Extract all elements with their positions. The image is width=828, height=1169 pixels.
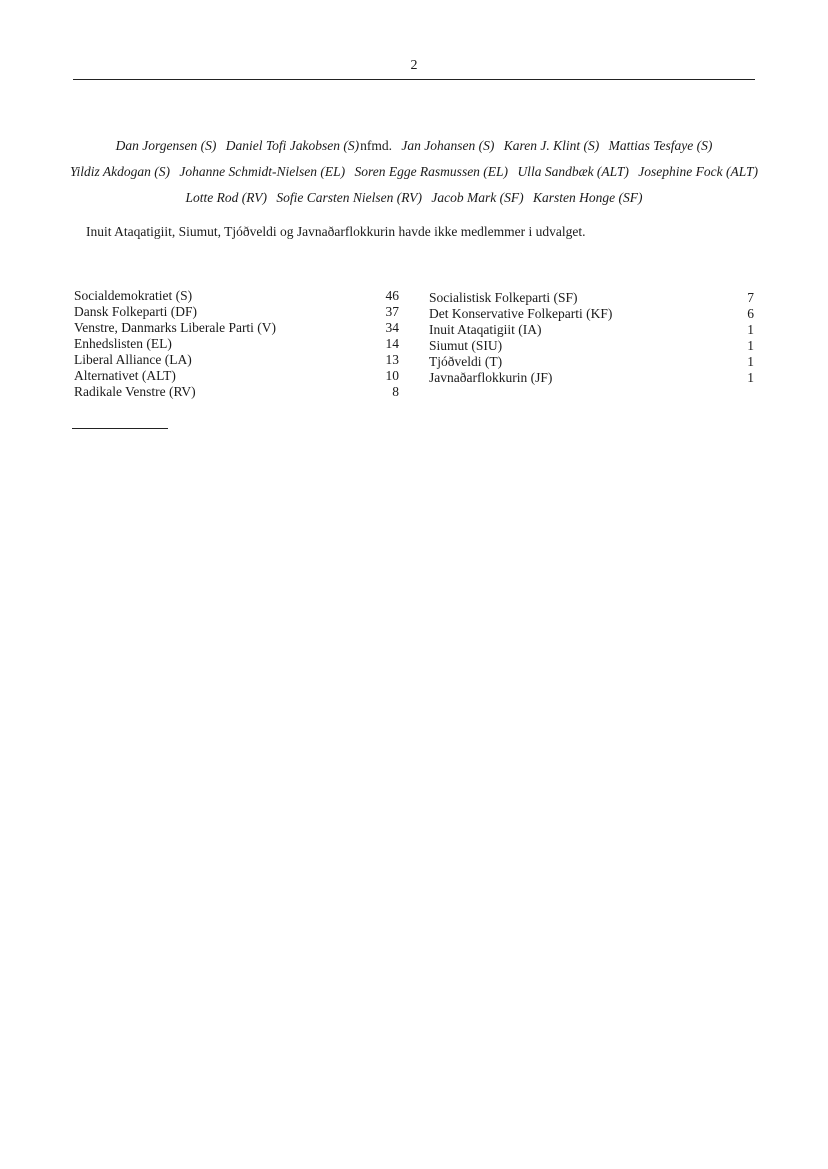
- party-name: Det Konservative Folkeparti (KF): [429, 306, 613, 321]
- party-seats: 10: [385, 368, 399, 383]
- party-name: Dansk Folkeparti (DF): [74, 304, 197, 319]
- party-seats: 7: [747, 290, 754, 305]
- members-line-2: [60, 164, 768, 180]
- party-seats: 1: [747, 338, 754, 353]
- party-name: Enhedslisten (EL): [74, 336, 172, 351]
- members-line-1: [60, 138, 768, 154]
- party-seats: 1: [747, 370, 754, 385]
- members-line-3: [60, 190, 768, 206]
- party-seats: 1: [747, 322, 754, 337]
- member-name: Mattias Tesfaye (S): [608, 138, 713, 153]
- party-name: Javnaðarflokkurin (JF): [429, 370, 553, 385]
- party-row: [74, 336, 399, 352]
- chair-suffix: nfmd.: [360, 138, 392, 153]
- header-rule: [73, 79, 755, 80]
- member-name: Karen J. Klint (S): [503, 138, 600, 153]
- party-row: [429, 290, 754, 306]
- party-row: [74, 304, 399, 320]
- party-row: [429, 370, 754, 386]
- member-name: Jan Johansen (S): [401, 138, 495, 153]
- party-seats: 8: [392, 384, 399, 399]
- member-name: Dan Jorgensen (S): [115, 138, 217, 153]
- party-row: [429, 322, 754, 338]
- party-seats: 34: [385, 320, 399, 335]
- member-name: Josephine Fock (ALT): [638, 164, 758, 179]
- member-name: Jacob Mark (SF): [431, 190, 524, 205]
- party-seats: 46: [385, 288, 399, 303]
- member-name: Ulla Sandbæk (ALT): [517, 164, 629, 179]
- page-number: 2: [410, 58, 418, 73]
- member-name: Daniel Tofi Jakobsen (S): [225, 138, 360, 153]
- party-name: Tjóðveldi (T): [429, 354, 503, 369]
- footnote-rule: [72, 428, 168, 429]
- member-name: Soren Egge Rasmussen (EL): [354, 164, 509, 179]
- party-row: [74, 320, 399, 336]
- member-name: Johanne Schmidt-Nielsen (EL): [179, 164, 346, 179]
- party-name: Socialdemokratiet (S): [74, 288, 193, 303]
- party-name: Inuit Ataqatigiit (IA): [429, 322, 542, 337]
- party-row: [74, 352, 399, 368]
- party-name: Radikale Venstre (RV): [74, 384, 196, 399]
- party-row: [429, 354, 754, 370]
- party-name: Socialistisk Folkeparti (SF): [429, 290, 578, 305]
- member-name: Sofie Carsten Nielsen (RV): [276, 190, 423, 205]
- party-row: [74, 288, 399, 304]
- party-name: Siumut (SIU): [429, 338, 503, 353]
- party-name: Venstre, Danmarks Liberale Parti (V): [74, 320, 277, 335]
- member-name: Yildiz Akdogan (S): [69, 164, 170, 179]
- party-seats: 1: [747, 354, 754, 369]
- party-name: Liberal Alliance (LA): [74, 352, 192, 367]
- member-name: Lotte Rod (RV): [185, 190, 268, 205]
- member-name: Karsten Honge (SF): [532, 190, 643, 205]
- membership-note: Inuit Ataqatigiit, Siumut, Tjóðveldi og Javnaðarflokkurin havde ikke medlemmer i udvalget.: [86, 224, 586, 239]
- party-seats: 37: [385, 304, 399, 319]
- party-row: [74, 384, 399, 400]
- party-row: [74, 368, 399, 384]
- party-row: [429, 338, 754, 354]
- party-row: [429, 306, 754, 322]
- party-name: Alternativet (ALT): [74, 368, 176, 383]
- party-seats: 6: [747, 306, 754, 321]
- party-seats: 14: [385, 336, 399, 351]
- party-seats: 13: [385, 352, 399, 367]
